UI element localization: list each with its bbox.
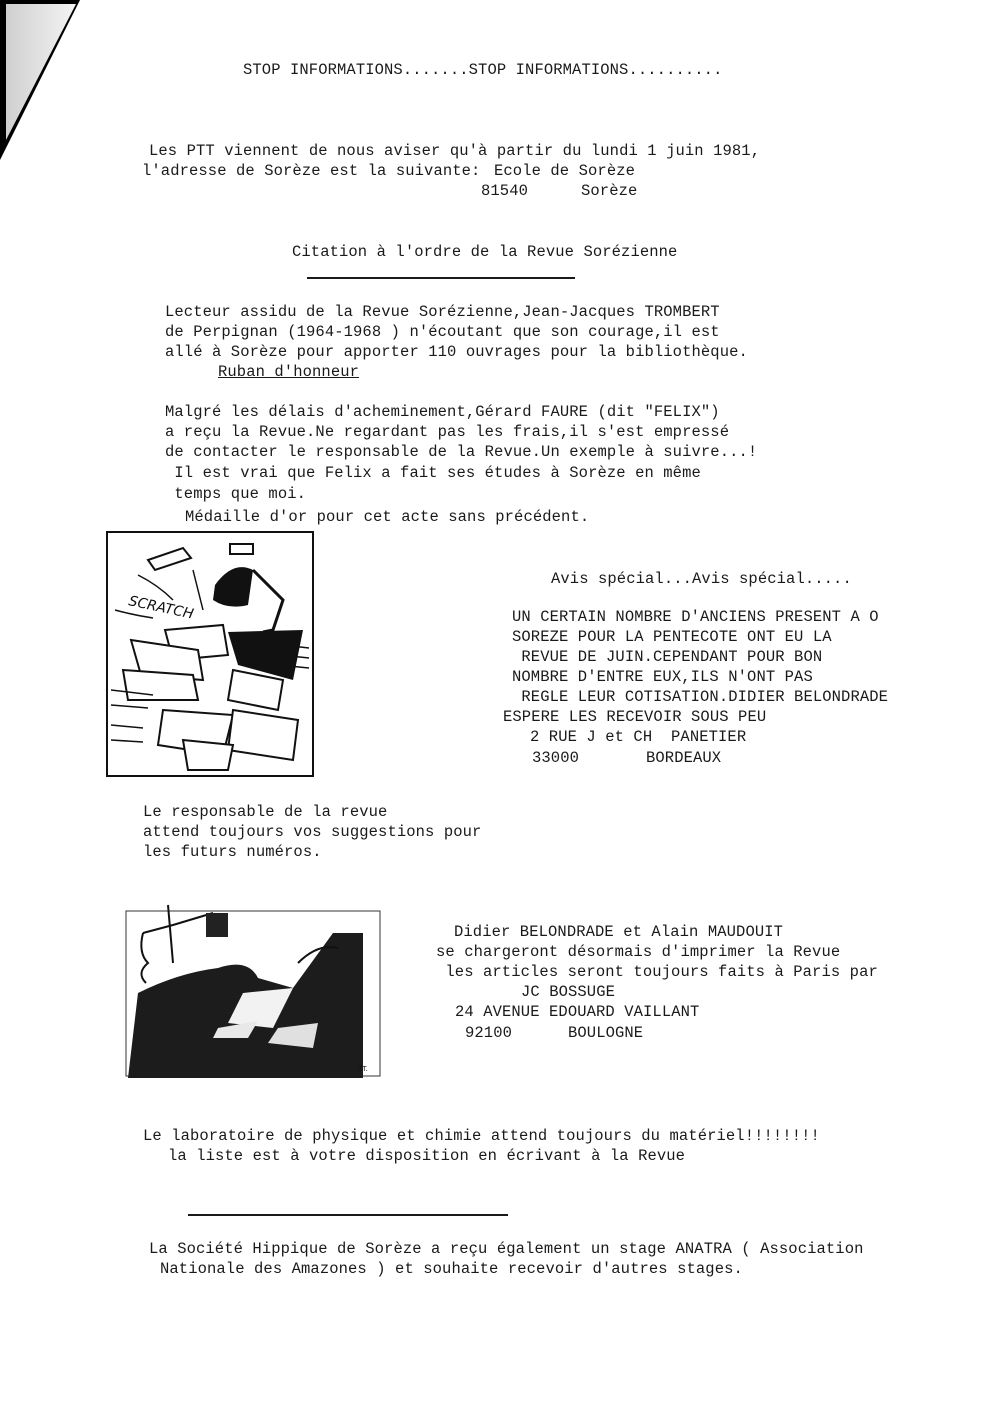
- hippique-line2: Nationale des Amazones ) et souhaite recevoir d'autres stages.: [160, 1260, 743, 1278]
- desk-cartoon-illustration: [103, 530, 317, 780]
- laboratory-line1: Le laboratoire de physique et chimie attend toujours du matériel!!!!!!!!: [143, 1127, 820, 1145]
- citation-p2-line1: Malgré les délais d'acheminement,Gérard FAURE (dit "FELIX"): [165, 403, 720, 421]
- suggestions-line3: les futurs numéros.: [143, 843, 322, 861]
- avis-line2: SOREZE POUR LA PENTECOTE ONT EU LA: [512, 628, 832, 646]
- award-ruban: Ruban d'honneur: [218, 363, 360, 381]
- printing-address-postcode: 92100: [465, 1024, 513, 1042]
- ptt-notice-line1: Les PTT viennent de nous aviser qu'à partir du lundi 1 juin 1981,: [149, 142, 761, 160]
- avis-line6: ESPERE LES RECEVOIR SOUS PEU: [503, 708, 767, 726]
- avis-line3: REVUE DE JUIN.CEPENDANT POUR BON: [512, 648, 823, 666]
- avis-address-city: BORDEAUX: [646, 749, 722, 767]
- ptt-notice-line2: l'adresse de Sorèze est la suivante:: [142, 162, 481, 180]
- suggestions-line2: attend toujours vos suggestions pour: [143, 823, 482, 841]
- avis-address-postcode: 33000: [532, 749, 580, 767]
- suggestions-line1: Le responsable de la revue: [143, 803, 388, 821]
- writer-at-desk-illustration: [118, 903, 388, 1083]
- citation-title: Citation à l'ordre de la Revue Sorézienne: [292, 243, 678, 261]
- hippique-line1: La Société Hippique de Sorèze a reçu également un stage ANATRA ( Association: [149, 1240, 864, 1258]
- address-postcode: 81540: [481, 182, 529, 200]
- avis-address-street: 2 RUE J et CH PANETIER: [530, 728, 747, 746]
- avis-special-title: Avis spécial...Avis spécial.....: [551, 570, 852, 588]
- address-city: Sorèze: [581, 182, 638, 200]
- svg-text:TT.: TT.: [358, 1065, 368, 1073]
- address-school: Ecole de Sorèze: [494, 162, 636, 180]
- citation-p2-line3: de contacter le responsable de la Revue.Un exemple à suivre...!: [165, 443, 758, 461]
- avis-line1: UN CERTAIN NOMBRE D'ANCIENS PRESENT A O: [512, 608, 879, 626]
- citation-p1-line1: Lecteur assidu de la Revue Sorézienne,Jean-Jacques TROMBERT: [165, 303, 720, 321]
- citation-p2-line2: a reçu la Revue.Ne regardant pas les frais,il s'est empressé: [165, 423, 730, 441]
- divider: [188, 1214, 508, 1216]
- scratch-sound-text: SCRATCH: [127, 593, 195, 623]
- laboratory-line2: la liste est à votre disposition en écrivant à la Revue: [168, 1147, 686, 1165]
- page-header: STOP INFORMATIONS.......STOP INFORMATIONS..........: [243, 61, 723, 79]
- avis-line4: NOMBRE D'ENTRE EUX,ILS N'ONT PAS: [512, 668, 813, 686]
- printing-address-city: BOULOGNE: [568, 1024, 644, 1042]
- citation-p2-line4: Il est vrai que Felix a fait ses études à Sorèze en même: [165, 464, 701, 482]
- printing-address-street: 24 AVENUE EDOUARD VAILLANT: [455, 1003, 700, 1021]
- printing-line2: se chargeront désormais d'imprimer la Revue: [436, 943, 841, 961]
- citation-p1-line3: allé à Sorèze pour apporter 110 ouvrages pour la bibliothèque.: [165, 343, 748, 361]
- folded-corner-artifact: [0, 0, 80, 160]
- printing-name: JC BOSSUGE: [521, 983, 616, 1001]
- printing-line3: les articles seront toujours faits à Paris par: [436, 963, 878, 981]
- avis-line5: REGLE LEUR COTISATION.DIDIER BELONDRADE: [512, 688, 889, 706]
- citation-p2-line5: temps que moi.: [165, 485, 307, 503]
- divider: [307, 277, 575, 279]
- award-medaille: Médaille d'or pour cet acte sans précédent.: [185, 508, 590, 526]
- citation-p1-line2: de Perpignan (1964-1968 ) n'écoutant que son courage,il est: [165, 323, 720, 341]
- printing-line1: Didier BELONDRADE et Alain MAUDOUIT: [454, 923, 784, 941]
